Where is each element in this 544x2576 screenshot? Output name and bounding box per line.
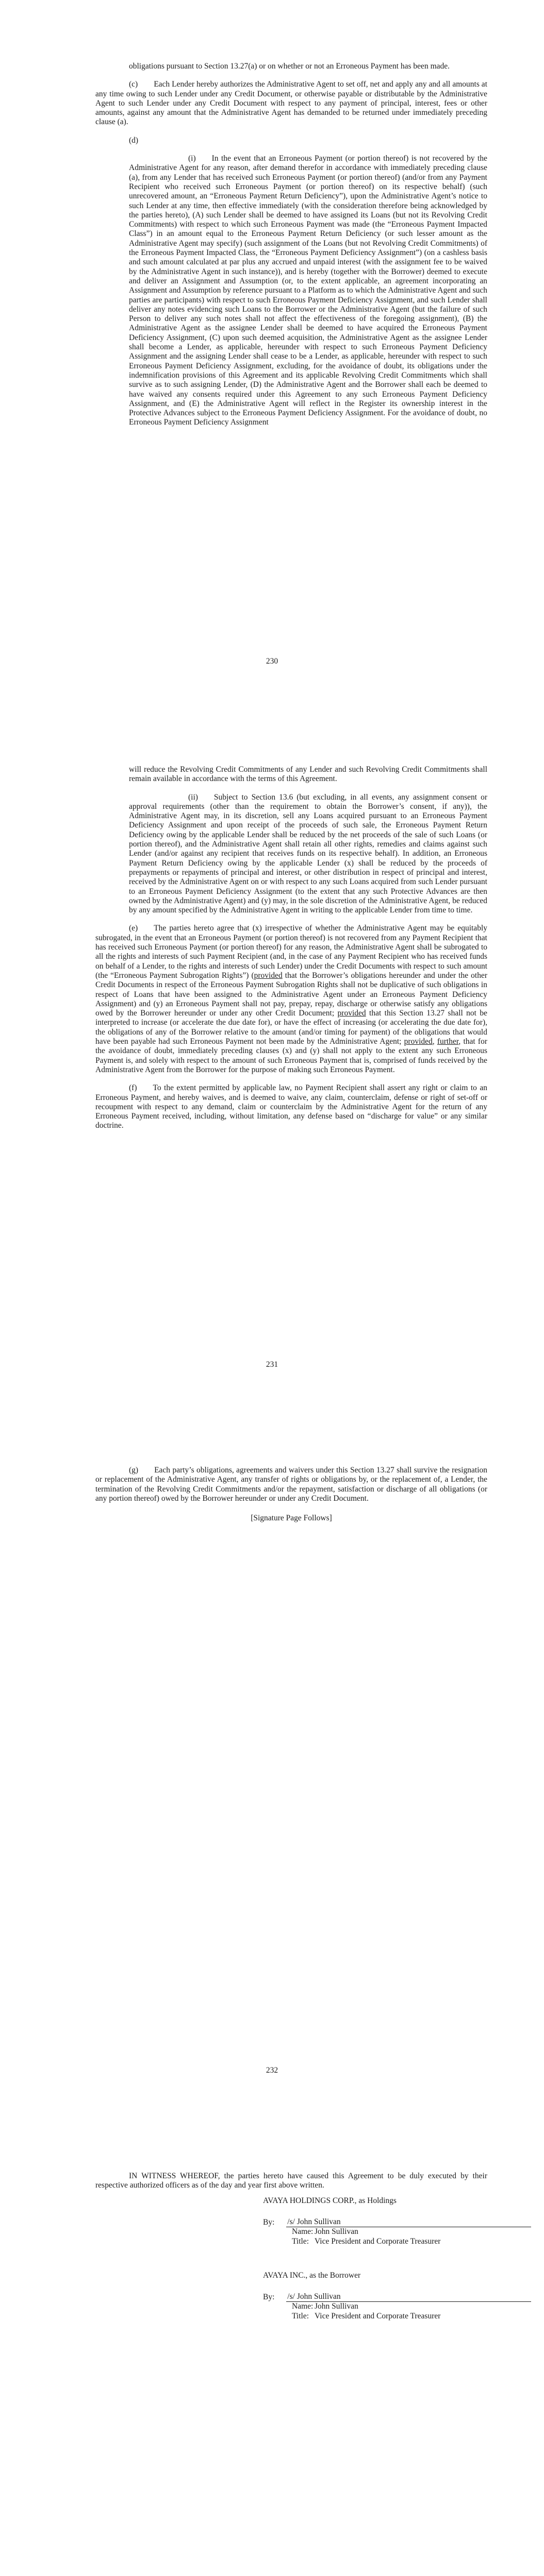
page-number: 230 xyxy=(266,657,278,666)
paragraph-d-i-continued: will reduce the Revolving Credit Commitments of any Lender and such Revolving Credit Commitments shall remain available in accordance with the terms of this Agreement. xyxy=(129,765,487,784)
paragraph-intro: obligations pursuant to Section 13.27(a) or on whether or not an Erroneous Payment has been made. xyxy=(129,62,450,71)
signature-line: By: /s/ John Sullivan xyxy=(263,2217,531,2227)
signature-block-holdings xyxy=(263,2196,531,2247)
paragraph-g: (g) Each party’s obligations, agreements and waivers under this Section 13.27 shall survive the resignation or replacement of the Administrative Agent, any transfer of rights or obligations by, or the replacement of, a Lender, the termination of the Revolving Credit Commitments and/or the repayment, satisfaction or discharge of all obligations (or any portion thereof) owed by the Borrower hereunder or under any Credit Document. xyxy=(95,1466,487,1503)
signatory-entity: AVAYA HOLDINGS CORP., as Holdings xyxy=(263,2196,397,2205)
paragraph-c: (c) Each Lender hereby authorizes the Administrative Agent to set off, net and apply any and all amounts at any time owing to such Lender under any Credit Document, or otherwise payable or distributable by the Administrative Agent to such Lender under any Credit Document with respect to any payment of principal, interest, fees or other amounts, against any amount that the Administrative Agent has demanded to be returned under immediately preceding clause (a). xyxy=(95,80,487,127)
page-number: 231 xyxy=(266,1360,278,1369)
paragraph-d-i: (i) In the event that an Erroneous Payment (or portion thereof) is not recovered by the Administrative Agent for any reason, after demand therefor in accordance with immediately preceding clause (a), from any Lender that has received such Erroneous Payment (or portion thereof) (and/or from any Payment Recipient who received such Erroneous Payment (or portion thereof) on its respective behalf) (such unrecovered amount, an “Erroneous Payment Return Deficiency”), upon the Administrative Agent’s notice to such Lender at any time, then effective immediately (with the consideration therefore being acknowledged by the parties hereto), (A) such Lender shall be deemed to have assigned its Loans (but not its Revolving Credit Commitments) with respect to which such Erroneous Payment was made (the “Erroneous Payment Impacted Class”) in an amount equal to the Erroneous Payment Return Deficiency (or such lesser amount as the Administrative Agent may specify) (such assignment of the Loans (but not Revolving Credit Commitments) of the Erroneous Payment Impacted Class, the “Erroneous Payment Deficiency Assignment”) (on a cashless basis and such amount calculated at par plus any accrued and unpaid interest (with the assignment fee to be waived by the Administrative Agent in such instance)), and is hereby (together with the Borrower) deemed to execute and deliver an Assignment and Assumption (or, to the extent applicable, an agreement incorporating an Assignment and Assumption by reference pursuant to a Platform as to which the Administrative Agent and such parties are participants) with respect to such Erroneous Payment Deficiency Assignment, and such Lender shall deliver any notes evidencing such Loans to the Borrower or the Administrative Agent (but the failure of such Person to deliver any such notes shall not affect the effectiveness of the foregoing assignment), (B) the Administrative Agent as the assignee Lender shall be deemed to have acquired the Erroneous Payment Deficiency Assignment, (C) upon such deemed acquisition, the Administrative Agent as the assignee Lender shall become a Lender, as applicable, hereunder with respect to such Erroneous Payment Deficiency Assignment and the assigning Lender shall cease to be a Lender, as applicable, hereunder with respect to such Erroneous Payment Deficiency Assignment, excluding, for the avoidance of doubt, its obligations under the indemnification provisions of this Agreement and its applicable Revolving Credit Commitments which shall survive as to such assigning Lender, (D) the Administrative Agent and the Borrower shall each be deemed to have waived any consents required under this Agreement to any such Erroneous Payment Deficiency Assignment, and (E) the Administrative Agent will reflect in the Register its ownership interest in the Protective Advances subject to the Erroneous Payment Deficiency Assignment. For the avoidance of doubt, no Erroneous Payment Deficiency Assignment xyxy=(129,154,487,427)
page-230 xyxy=(0,0,544,703)
page-232 xyxy=(0,1406,544,2110)
signature: /s/ John Sullivan xyxy=(286,2217,531,2227)
in-witness-whereof: IN WITNESS WHEREOF, the parties hereto have caused this Agreement to be duly executed by their respective authorized officers as of the day and year first above written. xyxy=(95,2172,487,2190)
paragraph-d-heading: (d) xyxy=(129,135,139,145)
signatory-title: Title: Vice President and Corporate Treasurer xyxy=(292,2312,441,2321)
page-231 xyxy=(0,703,544,1406)
signatory-name: Name: John Sullivan xyxy=(292,2302,358,2311)
signature: /s/ John Sullivan xyxy=(286,2292,531,2302)
signatory-title: Title: Vice President and Corporate Treasurer xyxy=(292,2237,441,2246)
signature-block-borrower xyxy=(263,2271,531,2321)
signatory-entity: AVAYA INC., as the Borrower xyxy=(263,2271,361,2280)
page-number: 232 xyxy=(266,2066,278,2075)
signature-page xyxy=(0,2110,544,2576)
signatory-name: Name: John Sullivan xyxy=(292,2227,358,2236)
paragraph-e: (e) The parties hereto agree that (x) irrespective of whether the Administrative Agent may be equitably subrogated, in the event that an Erroneous Payment (or portion thereof) is not recovered from any Payment Recipient that has received such Erroneous Payment (or portion thereof) for any reason, the Administrative Agent shall be subrogated to all the rights and interests of such Payment Recipient (and, in the case of any Payment Recipient who has received funds on behalf of a Lender, to the rights and interests of such Lender) under the Credit Documents with respect to such amount (the “Erroneous Payment Subrogation Rights”) (provided that the Borrower’s obligations hereunder and under the other Credit Documents in respect of the Erroneous Payment Subrogation Rights shall not be duplicative of such obligations in respect of Loans that have been assigned to the Administrative Agent under an Erroneous Payment Deficiency Assignment) and (y) an Erroneous Payment shall not pay, prepay, repay, discharge or otherwise satisfy any obligations owed by the Borrower hereunder or under any other Credit Document; provided that this Section 13.27 shall not be interpreted to increase (or accelerate the due date for), or have the effect of increasing (or accelerating the due date for), the obligations of any of the Borrower relative to the amount (and/or timing for payment) of the obligations that would have been payable had such Erroneous Payment not been made by the Administrative Agent; provided, further, that for the avoidance of doubt, immediately preceding clauses (x) and (y) shall not apply to the extent any such Erroneous Payment is, and solely with respect to the amount of such Erroneous Payment that is, comprised of funds received by the Administrative Agent from the Borrower for the purpose of making such Erroneous Payment. xyxy=(95,924,487,1074)
paragraph-d-ii: (ii) Subject to Section 13.6 (but excluding, in all events, any assignment consent or approval requirements (other than the requirement to obtain the Borrower’s consent, if any)), the Administrative Agent may, in its discretion, sell any Loans acquired pursuant to an Erroneous Payment Deficiency Assignment and upon receipt of the proceeds of such sale, the Erroneous Payment Return Deficiency owing by the applicable Lender shall be reduced by the net proceeds of the sale of such Loans (or portion thereof), and the Administrative Agent shall retain all other rights, remedies and claims against such Lender (and/or against any recipient that receives funds on its respective behalf). In addition, an Erroneous Payment Return Deficiency owing by the applicable Lender (x) shall be reduced by the proceeds of prepayments or repayments of principal and interest, or other distribution in respect of principal and interest, received by the Administrative Agent on or with respect to any such Loans acquired from such Lender pursuant to an Erroneous Payment Deficiency Assignment (to the extent that any such Protective Advances are then owned by the Administrative Agent) and (y) may, in the sole discretion of the Administrative Agent, be reduced by any amount specified by the Administrative Agent in writing to the applicable Lender from time to time. xyxy=(129,792,487,915)
signature-line: By: /s/ John Sullivan xyxy=(263,2292,531,2302)
paragraph-f: (f) To the extent permitted by applicable law, no Payment Recipient shall assert any right or claim to an Erroneous Payment, and hereby waives, and is deemed to waive, any claim, counterclaim, defense or right of set-off or recoupment with respect to any demand, claim or counterclaim by the Administrative Agent for the return of any Erroneous Payment received, including, without limitation, any defense based on “discharge for value” or any similar doctrine. xyxy=(95,1083,487,1130)
signature-page-follows: [Signature Page Follows] xyxy=(251,1514,332,1523)
